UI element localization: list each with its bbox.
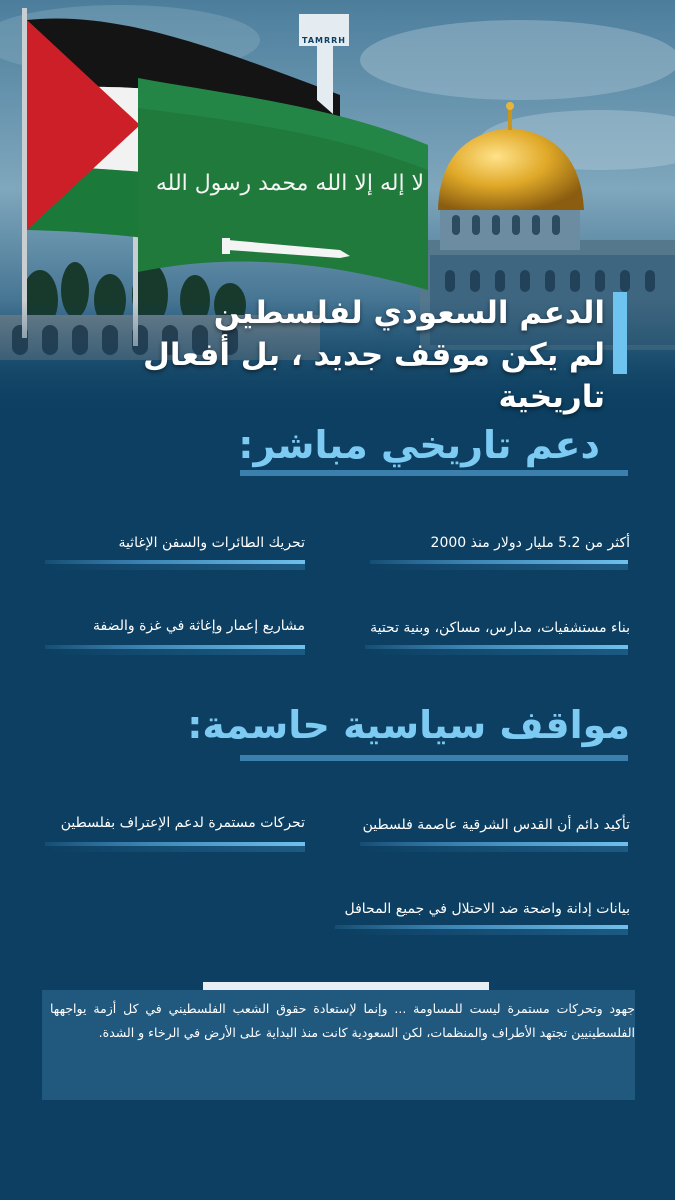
summary-box-top-bar: [203, 982, 489, 990]
support-item-aircraft: تحريك الطائرات والسفن الإغاثية: [118, 535, 305, 551]
main-title: [45, 292, 605, 418]
title-line-2: لم يكن موقف جديد ، بل أفعال تاريخية: [143, 337, 605, 415]
item-underline: [335, 925, 628, 935]
item-underline: [360, 842, 628, 852]
item-underline: [45, 842, 305, 852]
position-item-jerusalem: تأكيد دائم أن القدس الشرقية عاصمة فلسطين: [362, 817, 630, 833]
title-accent-bar: [613, 292, 627, 374]
flag-pole-left: [22, 8, 27, 338]
item-underline: [370, 560, 628, 570]
section-underline-1: [240, 470, 628, 476]
flag-shahada: لا إله إلا الله محمد رسول الله: [155, 171, 425, 196]
item-underline: [45, 645, 305, 655]
item-underline: [45, 560, 305, 570]
support-item-infrastructure: بناء مستشفيات، مدارس، مساكن، وبنية تحتية: [370, 620, 630, 636]
section-heading-political-positions: مواقف سياسية حاسمة:: [187, 703, 630, 747]
section-underline-2: [240, 755, 628, 761]
item-underline: [365, 645, 628, 655]
section-heading-direct-support: دعم تاريخي مباشر:: [238, 423, 600, 467]
position-item-recognition: تحركات مستمرة لدعم الإعتراف بفلسطين: [60, 815, 305, 831]
logo-text: TAMRRH: [301, 36, 346, 45]
summary-text: جهود وتحركات مستمرة ليست للمساومة ... وإنما لإستعادة حقوق الشعب الفلسطيني في كل أزمة يواجهها الفلسطينيين تجتهد الأطراف والمنظمات، لكن السعودية كانت منذ البداية على الأرض في الرخاء و الشدة.: [50, 1001, 635, 1040]
tamrrh-logo: [299, 14, 349, 114]
position-item-condemnation: بيانات إدانة واضحة ضد الاحتلال في جميع المحافل: [344, 901, 630, 917]
logo-shape: [299, 14, 349, 114]
support-item-amount: أكثر من 5.2 مليار دولار منذ 2000: [430, 535, 630, 551]
title-line-1: الدعم السعودي لفلسطين: [213, 295, 605, 331]
support-item-reconstruction: مشاريع إعمار وإغاثة في غزة والضفة: [92, 618, 305, 634]
